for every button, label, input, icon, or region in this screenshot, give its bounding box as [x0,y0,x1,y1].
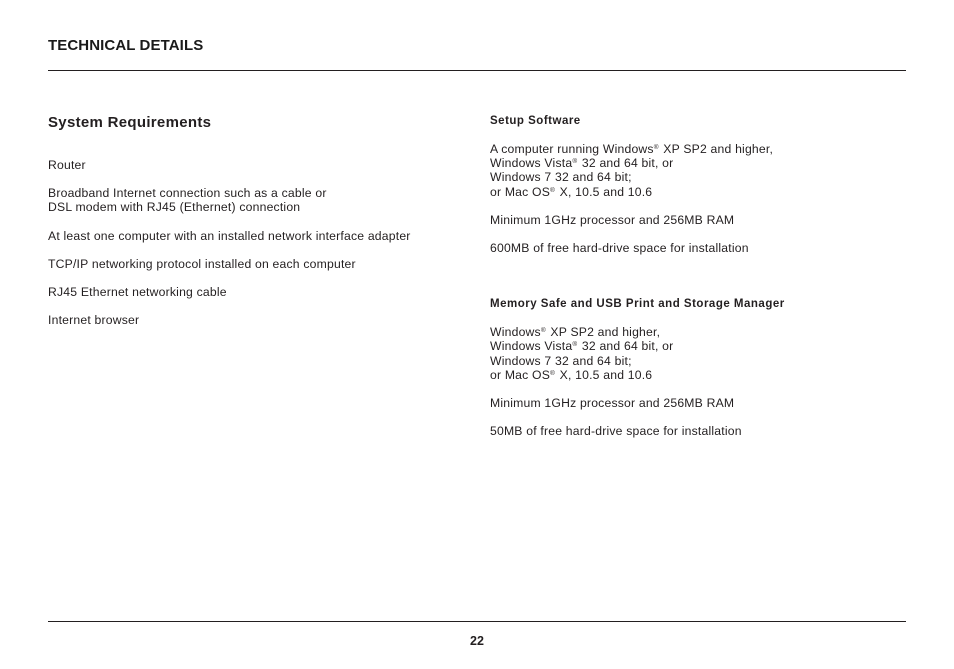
memory-safe-disk-space: 50MB of free hard-drive space for installation [490,424,742,439]
requirement-line: At least one computer with an installed network interface adapter [48,228,411,243]
system-requirements-column [48,114,458,341]
footer-divider [48,621,906,622]
memory-safe-os-requirements [490,325,906,382]
requirements-list [48,158,458,327]
memory-safe-processor: Minimum 1GHz processor and 256MB RAM [490,396,735,411]
requirement-item [48,229,458,243]
os-line: A computer running Windows® XP SP2 and higher, [490,142,774,156]
requirement-item [48,257,458,271]
requirement-item [48,313,458,327]
requirement-line: RJ45 Ethernet networking cable [48,285,227,300]
memory-safe-heading: Memory Safe and USB Print and Storage Manager [490,298,785,311]
os-line: Windows 7 32 and 64 bit; [490,353,632,368]
requirement-item [48,158,458,172]
os-line: or Mac OS® X, 10.5 and 10.6 [490,184,653,199]
system-requirements-heading: System Requirements [48,114,212,131]
setup-software-disk-space: 600MB of free hard-drive space for installation [490,241,749,256]
os-line: or Mac OS® X, 10.5 and 10.6 [490,367,653,382]
requirement-line: Broadband Internet connection such as a cable or [48,186,327,201]
os-line: Windows Vista® 32 and 64 bit, or [490,339,674,354]
software-requirements-column [490,114,906,452]
os-line: Windows 7 32 and 64 bit; [490,170,632,185]
requirement-line: Router [48,158,86,172]
setup-software-heading: Setup Software [490,115,581,127]
setup-software-processor: Minimum 1GHz processor and 256MB RAM [490,212,735,227]
requirement-item [48,285,458,299]
header-divider [48,70,906,71]
os-line: Windows Vista® 32 and 64 bit, or [490,156,674,171]
page-number: 22 [470,634,484,648]
requirement-item [48,186,458,214]
requirement-line: Internet browser [48,313,140,328]
os-line: Windows® XP SP2 and higher, [490,325,661,340]
requirement-line: DSL modem with RJ45 (Ethernet) connection [48,200,301,215]
page-header-title: TECHNICAL DETAILS [48,37,204,54]
requirement-line: TCP/IP networking protocol installed on each computer [48,256,356,271]
setup-software-os-requirements [490,142,906,199]
